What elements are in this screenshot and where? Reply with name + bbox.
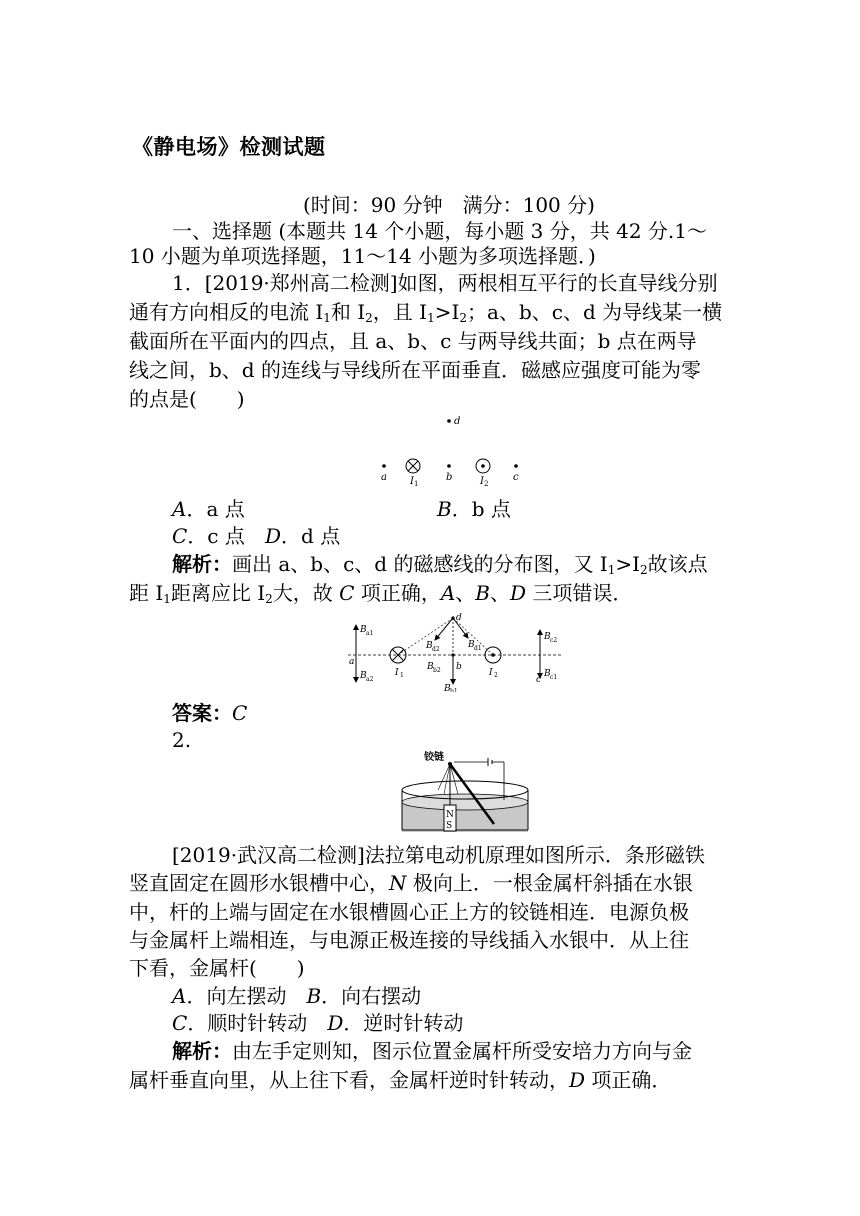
q1-figure-wires [370, 410, 530, 490]
svg-text:I: I [395, 668, 399, 678]
svg-text:B: B [427, 662, 434, 672]
svg-text:1: 1 [414, 480, 419, 488]
label-a: a [381, 472, 387, 483]
svg-text:c2: c2 [550, 637, 558, 644]
svg-text:B: B [426, 641, 433, 651]
q2-number: 2. [172, 728, 192, 752]
arrow-bd2 [435, 618, 453, 640]
svg-text:2: 2 [484, 480, 489, 488]
hinge-label: 铰链 [424, 752, 444, 763]
document-title: 《静电场》检测试题 [132, 134, 326, 159]
q2-analysis-line1: 解析：由左手定则知，图示位置金属杆所受安培力方向与金 [172, 1039, 692, 1063]
svg-text:B: B [360, 625, 367, 635]
section-heading-line1: 一、选择题 (本题共 14 个小题，每小题 3 分，共 42 分.1～ [172, 219, 708, 243]
svg-text:B: B [444, 684, 451, 692]
svg-text:1: 1 [400, 672, 404, 679]
svg-text:I: I [489, 668, 493, 678]
svg-text:a2: a2 [366, 676, 374, 683]
q1-analysis-line2: 距 $I_1$距离应比 $I_2$大，故 C 项正确，A、B、D 三项错误． [129, 581, 633, 606]
q1-option-d: D．d 点 [265, 524, 341, 548]
q1-analysis-figure [340, 612, 570, 692]
svg-text:a1: a1 [366, 630, 374, 637]
point-c-dot [514, 464, 518, 468]
svg-text:b1: b1 [450, 688, 458, 692]
svg-text:c: c [536, 675, 542, 685]
svg-text:b2: b2 [433, 667, 441, 674]
svg-text:b: b [456, 662, 462, 672]
q1-option-b: B．b 点 [437, 497, 511, 521]
label-c: c [513, 472, 519, 483]
q1-answer: 答案：C [172, 701, 248, 725]
svg-text:a: a [349, 657, 355, 667]
q1-stem-line2: 通有方向相反的电流 $I_1$和 $I_2$，且 $I_1>I_2$；a、b、c、d 为导线某一横 [129, 300, 723, 325]
svg-text:B: B [544, 632, 551, 642]
svg-text:B: B [468, 640, 475, 650]
label-b: b [446, 472, 453, 483]
q1-stem-line3: 截面所在平面内的四点，且 a、b、c 与两导线共面；b 点在两导 [129, 329, 697, 353]
q1-stem-line5: 的点是( ) [129, 387, 245, 411]
q2-stem-line1: [2019·武汉高二检测]法拉第电动机原理如图所示．条形磁铁 [172, 843, 705, 867]
point-a-dot [382, 464, 386, 468]
svg-text:c1: c1 [550, 674, 558, 681]
point-b-dot [447, 464, 451, 468]
svg-text:B: B [360, 671, 367, 681]
q2-options-cd: C．顺时针转动 D．逆时针转动 [172, 1011, 464, 1035]
q2-options-ab: A．向左摆动 B．向右摆动 [172, 984, 422, 1008]
q2-stem-line3: 中，杆的上端与固定在水银槽圆心正上方的铰链相连．电源负极 [129, 900, 689, 924]
q2-stem-line4: 与金属杆上端相连，与电源正极连接的导线插入水银中．从上往 [129, 928, 689, 952]
point-d-dot [447, 419, 451, 423]
svg-text:N: N [446, 810, 454, 820]
svg-text:B: B [544, 669, 551, 679]
svg-text:d: d [456, 613, 462, 623]
svg-text:d1: d1 [474, 645, 482, 652]
svg-text:2: 2 [494, 672, 498, 679]
svg-text:d2: d2 [432, 646, 440, 653]
q2-stem-line2: 竖直固定在圆形水银槽中心，N 极向上．一根金属杆斜插在水银 [129, 871, 693, 895]
q1-stem-line4: 线之间，b、d 的连线与导线所在平面垂直．磁感应强度可能为零 [129, 358, 701, 382]
label-i2: I [480, 476, 484, 487]
q1-stem-line1: 1．[2019·郑州高二检测]如图，两根相互平行的长直导线分别 [172, 271, 718, 295]
q1-option-a: A．a 点 [172, 497, 245, 521]
label-d: d [454, 416, 461, 427]
q1-option-c: C．c 点 [172, 524, 245, 548]
svg-text:S: S [446, 821, 453, 831]
label-i1: I [410, 476, 414, 487]
section-heading-line2: 10 小题为单项选择题，11～14 小题为多项选择题．) [129, 244, 596, 268]
q2-figure-motor [398, 750, 538, 835]
q1-analysis-line1: 解析：画出 a、b、c、d 的磁感线的分布图，又 $I_1>I_2$故该点 [172, 552, 708, 577]
exam-meta: (时间：90 分钟 满分：100 分) [303, 193, 595, 217]
q2-analysis-line2: 属杆垂直向里，从上往下看，金属杆逆时针转动，D 项正确． [129, 1068, 672, 1092]
q2-stem-line5: 下看，金属杆( ) [129, 956, 305, 980]
